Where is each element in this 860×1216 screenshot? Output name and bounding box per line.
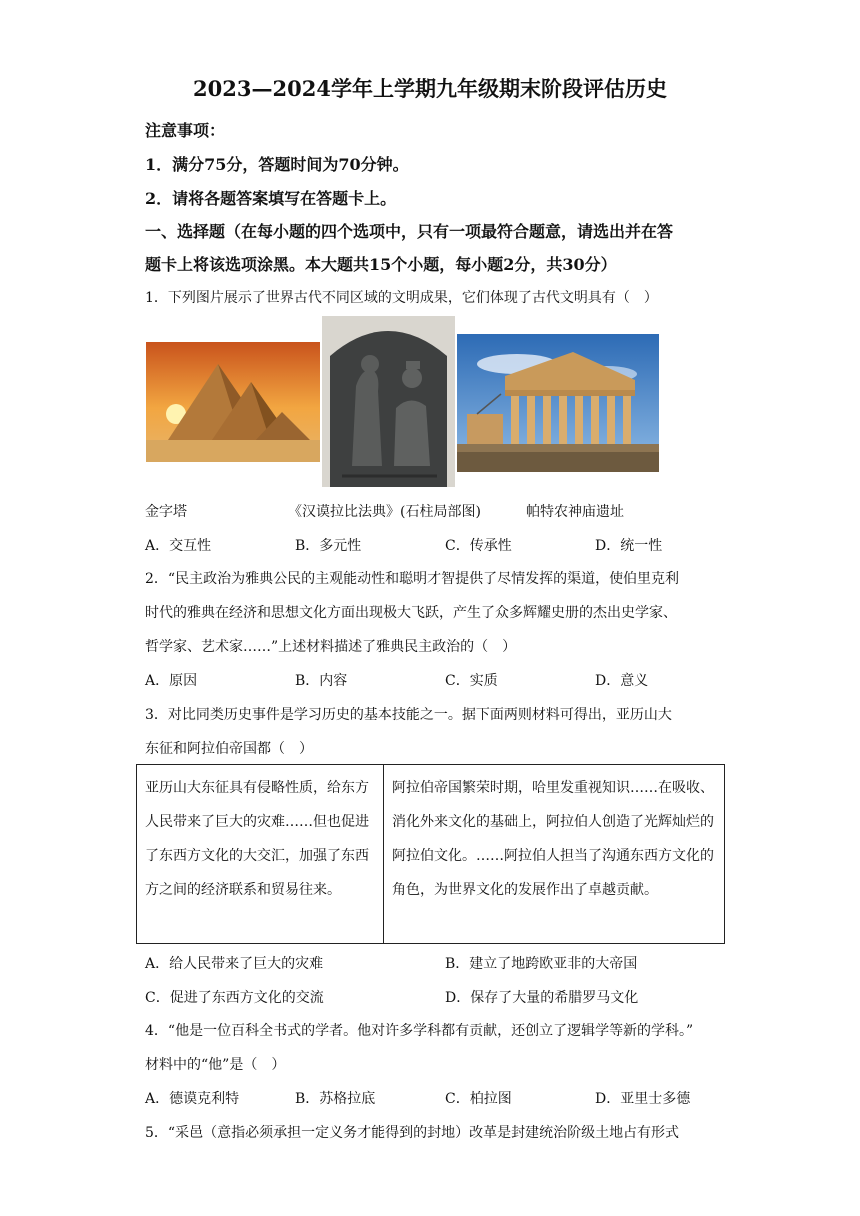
q2-line-3: 哲学家、艺术家……”上述材料描述了雅典民主政治的（ ）: [145, 639, 517, 655]
q2-option-c: C．实质: [445, 673, 498, 689]
q3-option-c: C．促进了东西方文化的交流: [145, 990, 324, 1006]
q2-line-1: 2．“民主政治为雅典公民的主观能动性和聪明才智提供了尽情发挥的渠道，使伯里克利: [145, 571, 680, 587]
q3-option-b: B．建立了地跨欧亚非的大帝国: [445, 956, 638, 972]
q1-stem: 1．下列图片展示了世界古代不同区域的文明成果，它们体现了古代文明具有（ ）: [145, 290, 658, 306]
q2-line-2: 时代的雅典在经济和思想文化方面出现极大飞跃，产生了众多辉耀史册的杰出史学家、: [145, 605, 677, 621]
q3-option-d: D．保存了大量的希腊罗马文化: [445, 990, 639, 1006]
notes-heading: 注意事项：: [145, 121, 226, 140]
q2-option-a: A．原因: [145, 673, 198, 689]
caption-parthenon: 帕特农神庙遗址: [526, 504, 624, 520]
q1-option-a: A．交互性: [145, 538, 212, 554]
q2-option-d: D．意义: [595, 673, 649, 689]
section-heading-line1: 一、选择题（在每小题的四个选项中，只有一项最符合题意，请选出并在答: [145, 222, 674, 241]
q4-option-a: A．德谟克利特: [145, 1091, 240, 1107]
q3-line-2: 东征和阿拉伯帝国都（ ）: [145, 741, 313, 757]
table-cell-arab-empire: 阿拉伯帝国繁荣时期，哈里发重视知识……在吸收、消化外来文化的基础上，阿拉伯人创造了光辉灿烂的阿拉伯文化。……阿拉伯人担当了沟通东西方文化的角色，为世界文化的发展作出了卓越贡献。: [384, 765, 725, 944]
hammurabi-stele-image: [322, 316, 455, 487]
note-item: 1．满分75分，答题时间为70分钟。: [145, 155, 409, 174]
q4-line-2: 材料中的“他”是（ ）: [145, 1057, 286, 1073]
page-title: 2023—2024学年上学期九年级期末阶段评估历史: [193, 76, 667, 101]
note-item: 2．请将各题答案填写在答题卡上。: [145, 189, 397, 208]
pyramid-image: [146, 342, 320, 462]
q3-option-a: A．给人民带来了巨大的灾难: [145, 956, 324, 972]
q4-option-c: C．柏拉图: [445, 1091, 512, 1107]
q1-option-b: B．多元性: [295, 538, 362, 554]
q3-line-1: 3．对比同类历史事件是学习历史的基本技能之一。据下面两则材料可得出，亚历山大: [145, 707, 672, 723]
q1-option-d: D．统一性: [595, 538, 663, 554]
q4-line-1: 4．“他是一位百科全书式的学者。他对许多学科都有贡献，还创立了逻辑学等新的学科。”: [145, 1023, 694, 1039]
q4-option-b: B．苏格拉底: [295, 1091, 376, 1107]
q2-option-b: B．内容: [295, 673, 348, 689]
q5-line-1: 5．“采邑（意指必须承担一定义务才能得到的封地）改革是封建统治阶级土地占有形式: [145, 1125, 680, 1141]
q1-option-c: C．传承性: [445, 538, 512, 554]
section-heading-line2: 题卡上将该选项涂黑。本大题共15个小题，每小题2分，共30分）: [145, 255, 617, 274]
parthenon-image: [457, 334, 659, 472]
caption-pyramid: 金字塔: [145, 504, 187, 520]
q4-option-d: D．亚里士多德: [595, 1091, 691, 1107]
comparison-table: [136, 764, 725, 944]
table-cell-alexander: 亚历山大东征具有侵略性质，给东方人民带来了巨大的灾难……但也促进了东西方文化的大交汇，加强了东西方之间的经济联系和贸易往来。: [137, 765, 384, 944]
caption-hammurabi: 《汉谟拉比法典》(石柱局部图): [288, 504, 481, 520]
